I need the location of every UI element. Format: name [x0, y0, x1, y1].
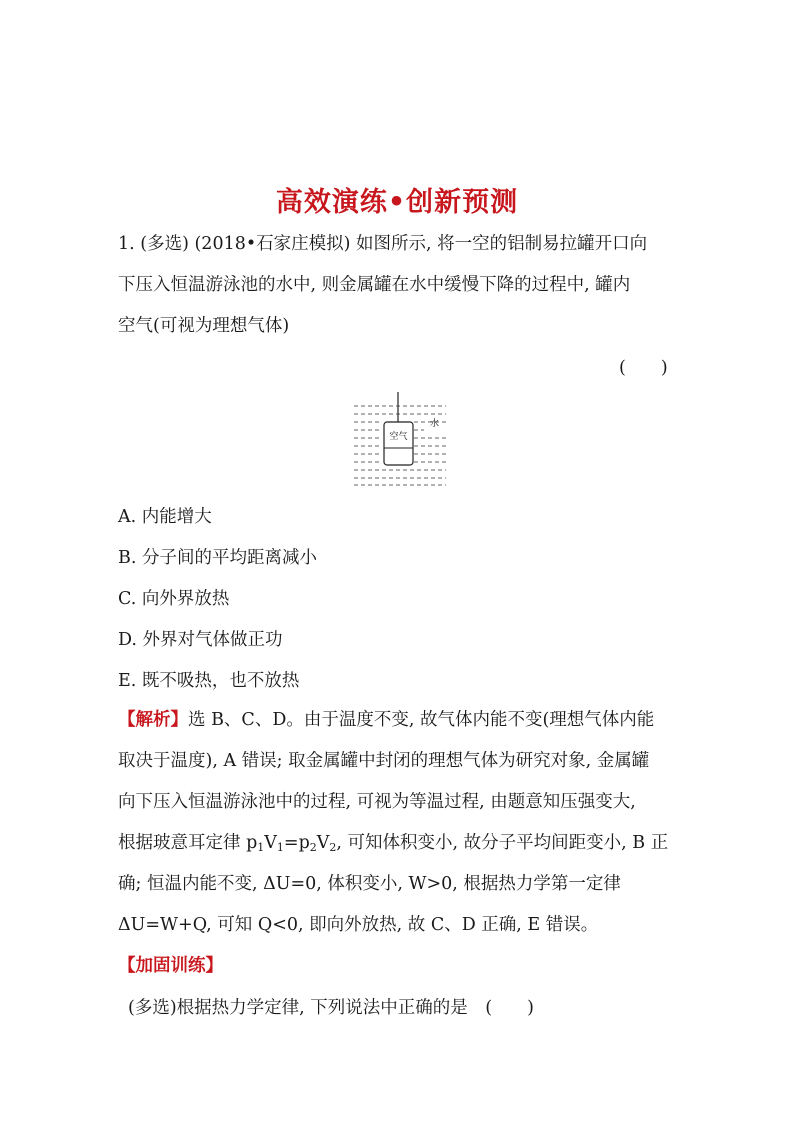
answer-blank: ( ) [619, 358, 668, 378]
question-1-line-3: 空气(可视为理想气体) [118, 316, 290, 336]
page-title: 高效演练•创新预测 [275, 187, 519, 218]
question-1-line-1: 1. (多选) (2018•石家庄模拟) 如图所示, 将一空的铝制易拉罐开口向 [118, 234, 648, 254]
option-d: D. 外界对气体做正功 [118, 630, 283, 650]
analysis-line-4 [118, 831, 668, 860]
analysis-line-5: 确; 恒温内能不变, ΔU=0, 体积变小, W>0, 根据热力学第一定律 [118, 874, 621, 894]
water-label: 水 [430, 419, 440, 429]
option-c: C. 向外界放热 [118, 589, 230, 609]
analysis-line-1 [118, 708, 654, 732]
boyle-formula: $p_1V_1=p_2V_2$ [246, 833, 337, 854]
reinforce-tag: 【加固训练】 [118, 956, 223, 976]
analysis-tag: 【解析】 [118, 710, 188, 730]
analysis-line-3: 向下压入恒温游泳池中的过程, 可视为等温过程, 由题意知压强变大, [118, 792, 636, 812]
air-label: 空气 [389, 432, 408, 442]
analysis-text-4a: 根据玻意耳定律 [118, 833, 247, 853]
reinforce-question: (多选)根据热力学定律, 下列说法中正确的是 ( ) [128, 998, 534, 1018]
option-a: A. 内能增大 [118, 507, 212, 527]
analysis-text-1: 选 B、C、D。由于温度不变, 故气体内能不变(理想气体内能 [188, 710, 655, 730]
analysis-text-4b: , 可知体积变小, 故分子平均间距变小, B 正 [336, 833, 669, 853]
can-in-water-figure [352, 392, 448, 488]
option-b: B. 分子间的平均距离减小 [118, 548, 317, 568]
question-1-line-2: 下压入恒温游泳池的水中, 则金属罐在水中缓慢下降的过程中, 罐内 [118, 275, 631, 295]
analysis-line-6: ΔU=W+Q, 可知 Q<0, 即向外放热, 故 C、D 正确, E 错误。 [118, 915, 599, 935]
option-e: E. 既不吸热，也不放热 [118, 671, 300, 691]
analysis-line-2: 取决于温度), A 错误; 取金属罐中封闭的理想气体为研究对象, 金属罐 [118, 751, 650, 771]
